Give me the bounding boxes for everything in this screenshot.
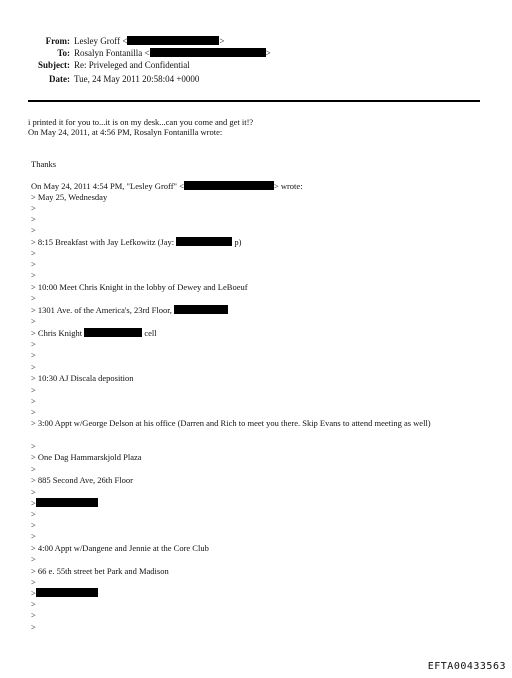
quote-marker: > — [31, 622, 36, 632]
quote-marker: > — [31, 248, 36, 258]
quote-marker: > — [31, 339, 36, 349]
redaction — [176, 237, 232, 246]
redaction — [36, 498, 98, 507]
schedule-line: > — [31, 498, 98, 508]
redaction — [184, 181, 274, 190]
schedule-line: > 4:00 Appt w/Dangene and Jennie at the Core Club — [31, 543, 209, 553]
date-value: Tue, 24 May 2011 20:58:04 +0000 — [74, 74, 200, 84]
quote-marker: > — [31, 441, 36, 451]
quote-marker: > — [31, 487, 36, 497]
schedule-line: > Chris Knight cell — [31, 328, 157, 338]
schedule-line: > 8:15 Breakfast with Jay Lefkowitz (Jay: p) — [31, 237, 242, 247]
reply-text: i printed it for you to...it is on my desk...can you come and get it!? — [28, 117, 254, 127]
quote-intro: On May 24, 2011, at 4:56 PM, Rosalyn Fontanilla wrote: — [28, 127, 223, 137]
schedule-line: > 66 e. 55th street bet Park and Madison — [31, 566, 169, 576]
quote-marker: > — [31, 293, 36, 303]
to-label: To: — [57, 48, 70, 58]
thanks-text: Thanks — [31, 159, 57, 169]
quote-marker: > — [31, 396, 36, 406]
from-label: From: — [45, 36, 70, 46]
to-value: Rosalyn Fontanilla < — [74, 48, 150, 58]
quote-marker: > — [31, 203, 36, 213]
quote-marker: > — [31, 225, 36, 235]
quote-marker: > — [31, 610, 36, 620]
schedule-line: > — [31, 588, 98, 598]
schedule-line: > One Dag Hammarskjold Plaza — [31, 452, 142, 462]
quote-marker: > — [31, 509, 36, 519]
document-id: EFTA00433563 — [427, 661, 506, 672]
header-divider — [28, 100, 480, 102]
subject-value: Re: Priveleged and Confidential — [74, 60, 190, 70]
quote-marker: > — [31, 362, 36, 372]
quote-marker: > — [31, 385, 36, 395]
quote-marker: > — [31, 520, 36, 530]
quote-marker: > — [31, 259, 36, 269]
quote2-intro: On May 24, 2011 4:54 PM, "Lesley Groff" < > wrote: — [31, 181, 303, 191]
subject-label: Subject: — [38, 60, 70, 70]
schedule-line: > May 25, Wednesday — [31, 192, 108, 202]
quote-marker: > — [31, 214, 36, 224]
quote-marker: > — [31, 599, 36, 609]
schedule-line: > 3:00 Appt w/George Delson at his office (Darren and Rich to meet you there. Skip Evans to attend meeting as well) — [31, 418, 431, 428]
quote-marker: > — [31, 407, 36, 417]
schedule-line: > 10:00 Meet Chris Knight in the lobby of Dewey and LeBoeuf — [31, 282, 248, 292]
schedule-line: > 1301 Ave. of the America's, 23rd Floor, — [31, 305, 228, 315]
date-label: Date: — [49, 74, 70, 84]
redaction — [174, 305, 228, 314]
quote-marker: > — [31, 464, 36, 474]
from-value: Lesley Groff < — [74, 36, 128, 46]
quote-marker: > — [31, 554, 36, 564]
redaction — [150, 48, 266, 57]
redaction — [84, 328, 142, 337]
quote-marker: > — [31, 350, 36, 360]
quote-marker: > — [31, 531, 36, 541]
quote-marker: > — [31, 577, 36, 587]
quote-marker: > — [31, 316, 36, 326]
quote-marker: > — [31, 270, 36, 280]
schedule-line: > 10:30 AJ Discala deposition — [31, 373, 134, 383]
schedule-line: > 885 Second Ave, 26th Floor — [31, 475, 133, 485]
redaction — [36, 588, 98, 597]
redaction — [127, 36, 219, 45]
